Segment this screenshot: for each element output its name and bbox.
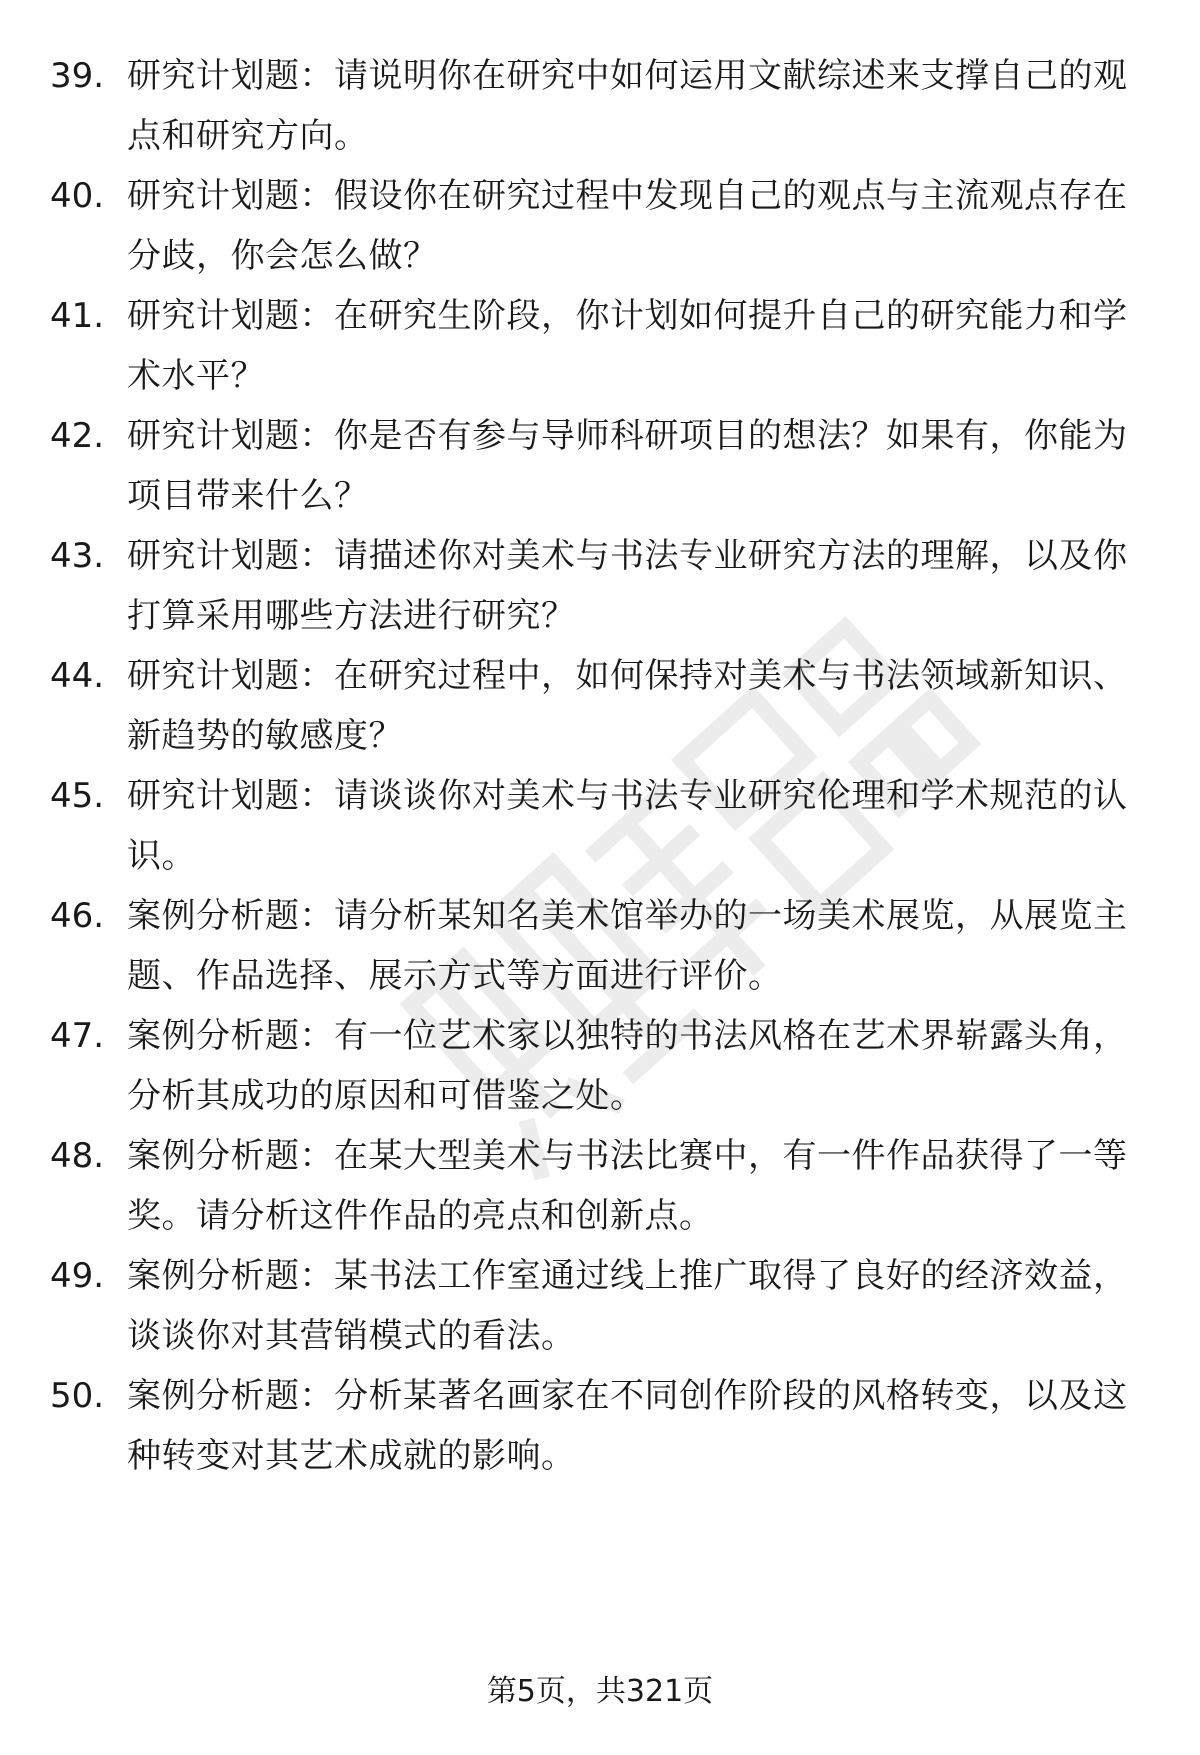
page-number: 第5页，共321页 xyxy=(486,1674,714,1709)
question-text: 案例分析题：分析某著名画家在不同创作阶段的风格转变，以及这种转变对其艺术成就的影响。 xyxy=(127,1376,1128,1476)
question-text: 研究计划题：你是否有参与导师科研项目的想法？如果有，你能为项目带来什么？ xyxy=(127,416,1128,516)
list-item xyxy=(0,406,1200,526)
list-item xyxy=(0,1006,1200,1126)
question-number: 40. xyxy=(50,176,105,216)
list-item xyxy=(0,1366,1200,1486)
question-number: 42. xyxy=(50,416,105,456)
question-text: 案例分析题：有一位艺术家以独特的书法风格在艺术界崭露头角，分析其成功的原因和可借鉴之处。 xyxy=(127,1016,1128,1116)
question-number: 46. xyxy=(50,896,105,936)
question-number: 49. xyxy=(50,1256,105,1296)
list-item xyxy=(0,1246,1200,1366)
question-number: 48. xyxy=(50,1136,105,1176)
list-item xyxy=(0,646,1200,766)
question-text: 研究计划题：假设你在研究过程中发现自己的观点与主流观点存在分歧，你会怎么做？ xyxy=(127,176,1128,276)
list-item xyxy=(0,886,1200,1006)
list-item xyxy=(0,166,1200,286)
list-item xyxy=(0,526,1200,646)
question-text: 研究计划题：请谈谈你对美术与书法专业研究伦理和学术规范的认识。 xyxy=(127,776,1128,876)
question-text: 案例分析题：请分析某知名美术馆举办的一场美术展览，从展览主题、作品选择、展示方式等方面进行评价。 xyxy=(127,896,1128,996)
question-number: 47. xyxy=(50,1016,105,1056)
list-item xyxy=(0,1126,1200,1246)
question-text: 研究计划题：请描述你对美术与书法专业研究方法的理解，以及你打算采用哪些方法进行研究？ xyxy=(127,536,1128,636)
question-number: 44. xyxy=(50,656,105,696)
question-text: 研究计划题：在研究生阶段，你计划如何提升自己的研究能力和学术水平？ xyxy=(127,296,1128,396)
question-number: 50. xyxy=(50,1376,105,1416)
question-number: 43. xyxy=(50,536,105,576)
list-item xyxy=(0,286,1200,406)
question-text: 研究计划题：请说明你在研究中如何运用文献综述来支撑自己的观点和研究方向。 xyxy=(127,56,1128,156)
question-text: 研究计划题：在研究过程中，如何保持对美术与书法领域新知识、新趋势的敏感度？ xyxy=(127,656,1128,756)
question-number: 39. xyxy=(50,56,105,96)
question-number: 45. xyxy=(50,776,105,816)
question-text: 案例分析题：某书法工作室通过线上推广取得了良好的经济效益，谈谈你对其营销模式的看法。 xyxy=(127,1256,1128,1356)
list-item xyxy=(0,46,1200,166)
question-number: 41. xyxy=(50,296,105,336)
question-text: 案例分析题：在某大型美术与书法比赛中，有一件作品获得了一等奖。请分析这件作品的亮点和创新点。 xyxy=(127,1136,1128,1236)
list-item xyxy=(0,766,1200,886)
